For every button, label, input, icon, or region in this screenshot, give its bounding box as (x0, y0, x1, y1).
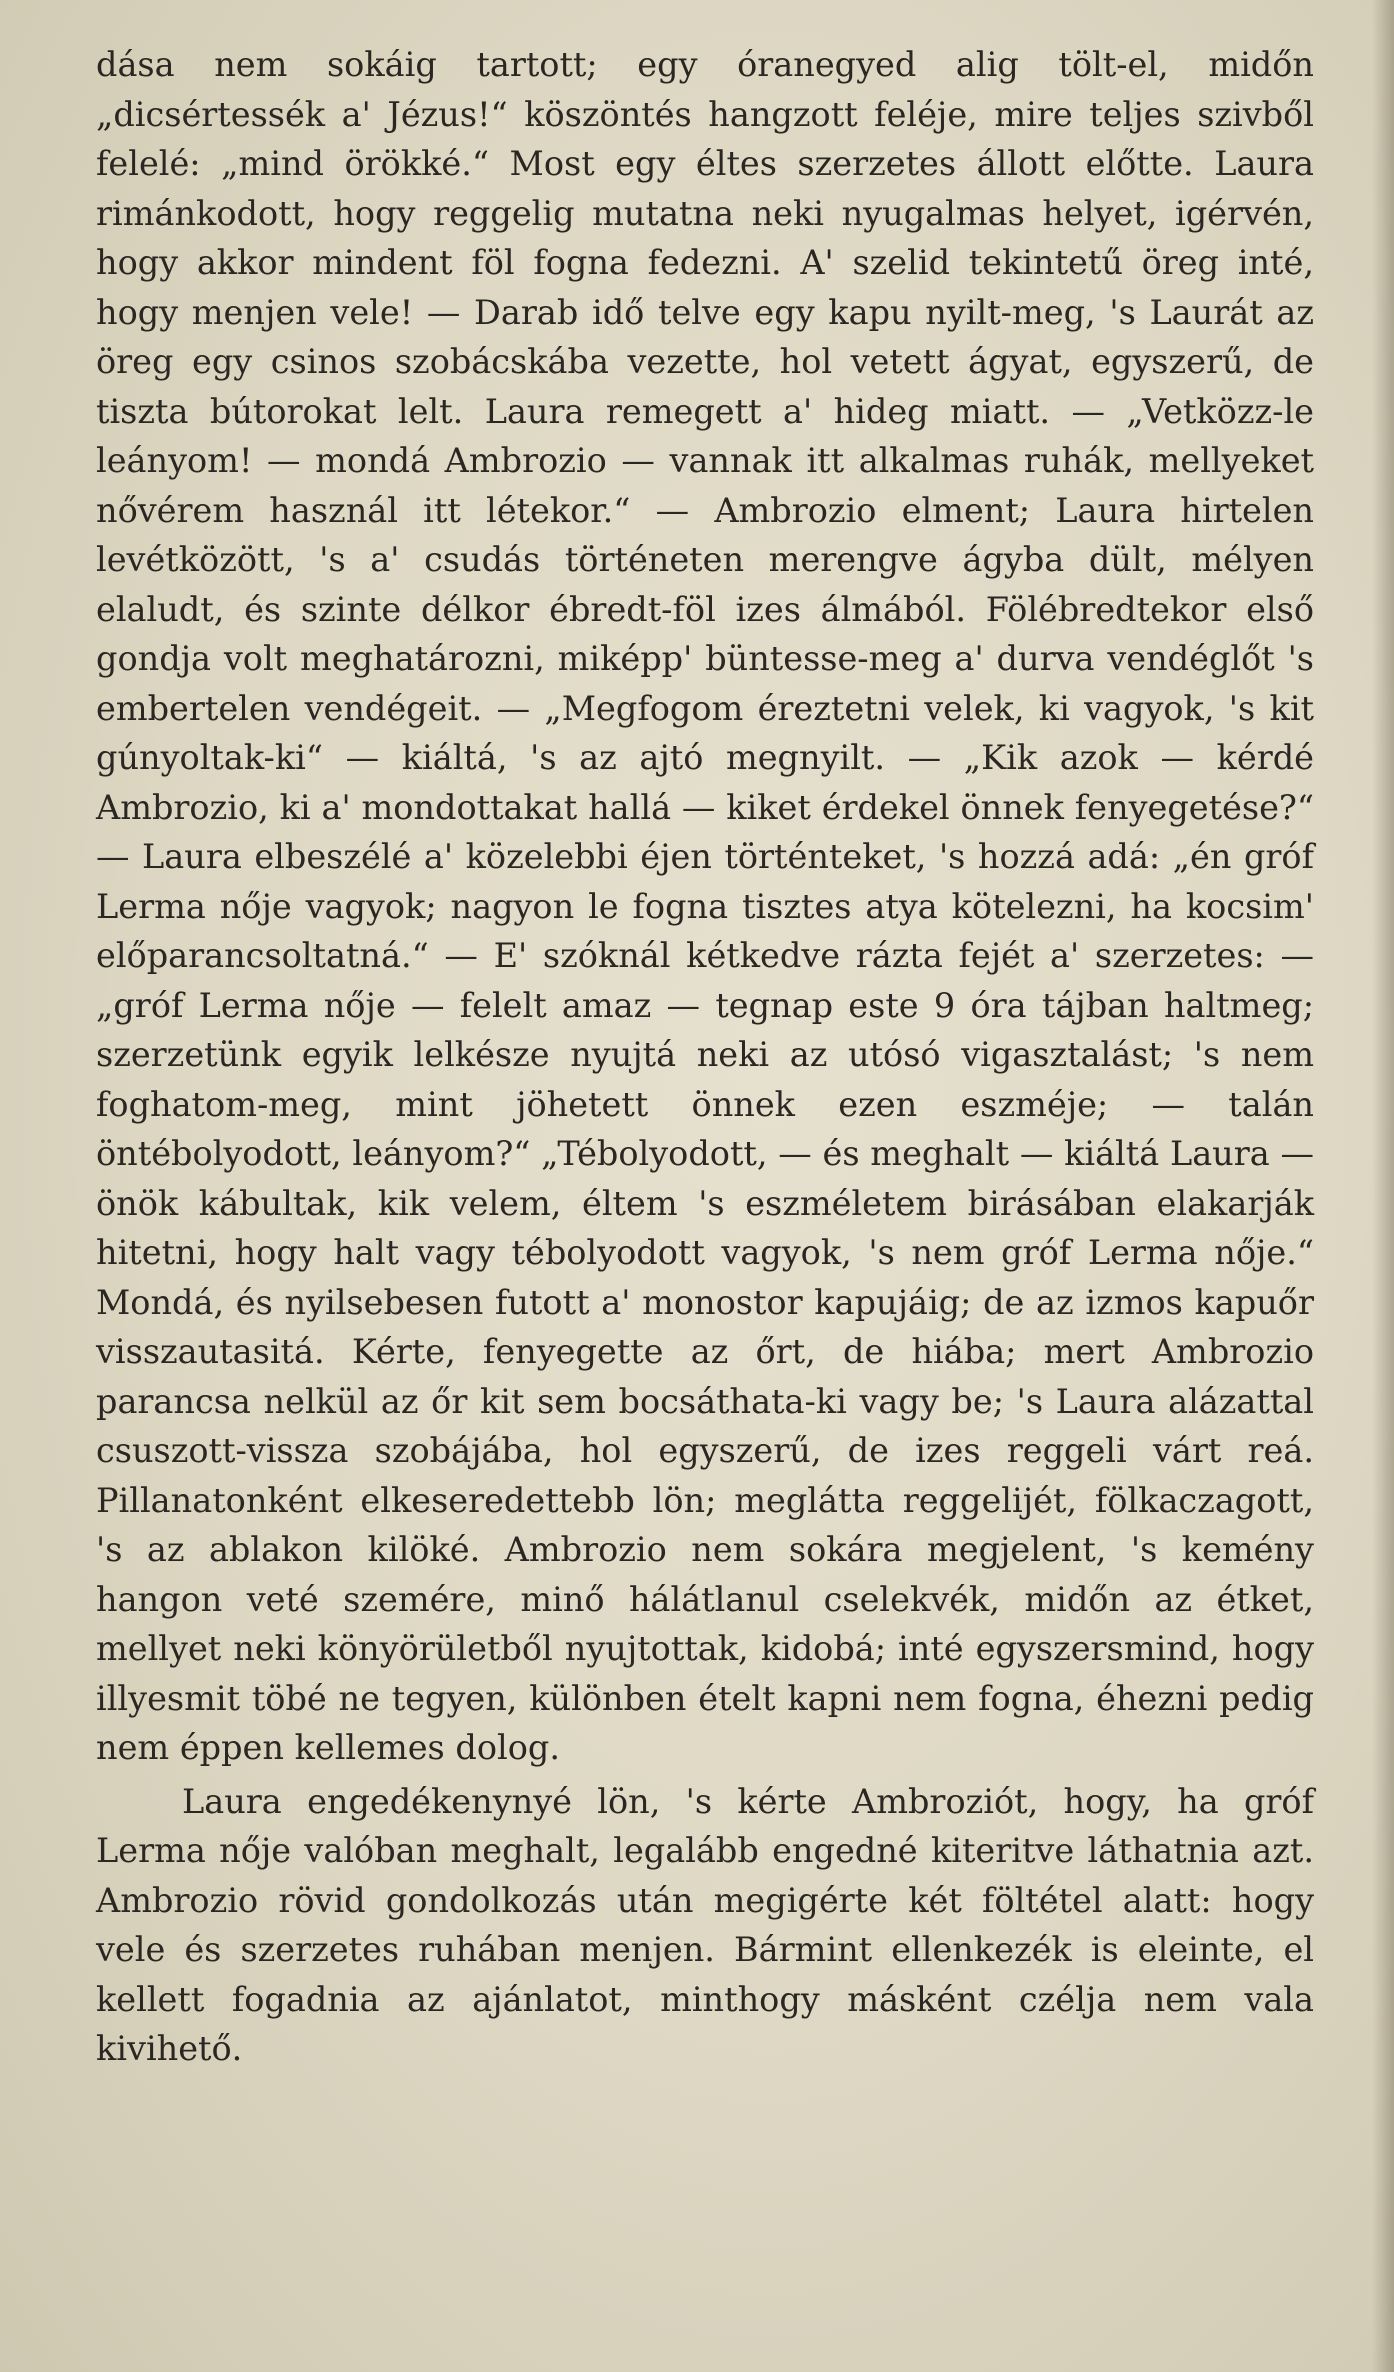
page-edge-shadow (1372, 0, 1394, 2372)
paragraph-1: dása nem sokáig tartott; egy óranegyed alig tölt-el, midőn „dicsértessék a' Jézus!“ köszöntés hangzott feléje, mire teljes szivből felelé: „mind örökké.“ Most egy éltes szerzetes állott előtte. Laura rimánkodott, hogy reggelig mutatna neki nyugalmas helyet, igérvén, hogy akkor mindent föl fogna fedezni. A' szelid tekintetű öreg inté, hogy menjen vele! — Darab idő telve egy kapu nyilt-meg, 's Laurát az öreg egy csinos szobácskába vezette, hol vetett ágyat, egyszerű, de tiszta bútorokat lelt. Laura remegett a' hideg miatt. — „Vetközz-le leányom! — mondá Ambrozio — vannak itt alkalmas ruhák, mellyeket nővérem használ itt létekor.“ — Ambrozio elment; Laura hirtelen levétközött, 's a' csudás történeten merengve ágyba dült, mélyen elaludt, és szinte délkor ébredt-föl izes álmából. Fölébredtekor első gondja volt meghatározni, miképp' büntesse-meg a' durva vendéglőt 's embertelen vendégeit. — „Megfogom éreztetni velek, ki vagyok, 's kit gúnyoltak-ki“ — kiáltá, 's az ajtó megnyilt. — „Kik azok — kérdé Ambrozio, ki a' mondottakat hallá — kiket érdekel önnek fenyegetése?“ — Laura elbeszélé a' közelebbi éjen történteket, 's hozzá adá: „én gróf Lerma nője vagyok; nagyon le fogna tisztes atya kötelezni, ha kocsim' előparancsoltatná.“ — E' szóknál kétkedve rázta fejét a' szerzetes: — „gróf Lerma nője — felelt amaz — tegnap este 9 óra tájban haltmeg; szerzetünk egyik lelkésze nyujtá neki az utósó vigasztalást; 's nem foghatom-meg, mint jöhetett önnek ezen eszméje; — talán öntébolyodott, leányom?“ „Tébolyodott, — és meghalt — kiáltá Laura — önök kábultak, kik velem, éltem 's eszméletem birásában elakarják hitetni, hogy halt vagy tébolyodott vagyok, 's nem gróf Lerma nője.“ Mondá, és nyilsebesen futott a' monostor kapujáig; de az izmos kapuőr visszautasitá. Kérte, fenyegette az őrt, de hiába; mert Ambrozio parancsa nelkül az őr kit sem bocsáthata-ki vagy be; 's Laura alázattal csuszott-vissza szobájába, hol egyszerű, de izes reggeli várt reá. Pillanatonként elkeseredettebb lön; meglátta reggelijét, fölkaczagott, 's az ablakon kilöké. Ambrozio nem sokára megjelent, 's kemény hangon veté szemére, minő hálátlanul cselekvék, midőn az étket, mellyet neki könyörületből nyujtottak, kidobá; inté egyszersmind, hogy illyesmit töbé ne tegyen, különben ételt kapni nem fogna, éhezni pedig nem éppen kellemes dolog. (96, 45, 1314, 1767)
page-body-text (96, 40, 1314, 2074)
paragraph-2: Laura engedékenynyé lön, 's kérte Ambroziót, hogy, ha gróf Lerma nője valóban meghalt, legalább engedné kiteritve láthatnia azt. Ambrozio rövid gondolkozás után megigérte két föltétel alatt: hogy vele és szerzetes ruhában menjen. Bármint ellenkezék is eleinte, el kellett fogadnia az ajánlatot, minthogy másként czélja nem vala kivihető. (96, 1781, 1314, 2068)
